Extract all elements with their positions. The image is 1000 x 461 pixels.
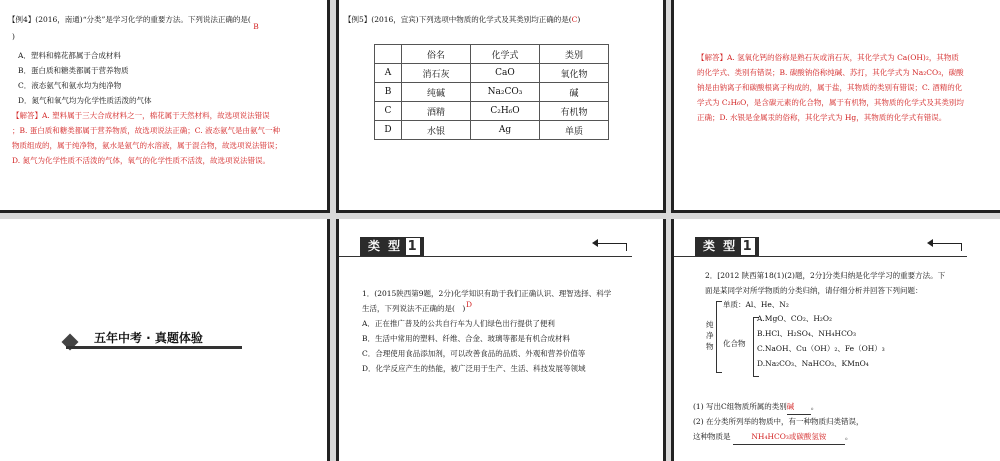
cell: 碱 <box>540 83 609 102</box>
question-text <box>344 12 580 27</box>
brace-outer <box>716 301 722 373</box>
q1-answer: 碱 <box>787 399 811 415</box>
substance-table <box>374 44 609 140</box>
cell: C₂H₆O <box>471 102 540 121</box>
slide-border <box>336 210 666 213</box>
option-c: C．合理使用食品添加剂，可以改善食品的品质、外观和营养价值等 <box>362 349 586 358</box>
analysis-text <box>697 50 993 125</box>
slide-analysis-5 <box>671 0 1000 213</box>
slide-border <box>671 219 674 461</box>
q1-end: 。 <box>810 402 819 411</box>
question-stem: 【例5】(2016，宜宾)下列选项中物质的化学式及其类别均正确的是( <box>344 15 572 24</box>
cell: 水银 <box>402 121 471 140</box>
cell: CaO <box>471 64 540 83</box>
type-number: 1 <box>407 239 419 254</box>
option-b: B．生活中常用的塑料、纤维、合金、玻璃等都是有机合成材料 <box>362 334 571 343</box>
analysis-line: 物质组成的，属于纯净物，氨水是氨气的水溶液，属于混合物，故选项说法错误； <box>12 141 282 150</box>
analysis-text <box>12 108 322 168</box>
option-b: B．蛋白质和糖类都属于营养物质 <box>18 66 129 75</box>
slide-example-5 <box>336 0 666 213</box>
slide-border <box>0 210 330 213</box>
header-cell <box>375 45 402 64</box>
cell: Na₂CO₃ <box>471 83 540 102</box>
cell: C <box>375 102 402 121</box>
q1-line <box>693 399 818 415</box>
group-a: A.MgO、CO₂、H₂O₂ <box>757 314 833 323</box>
q2-line <box>693 429 852 445</box>
back-arrow-icon[interactable] <box>596 243 627 251</box>
analysis-line: 【解答】A. 氢氧化钙的俗称是熟石灰或消石灰，其化学式为 Ca(OH)₂，其物质 <box>697 53 959 62</box>
slide-border <box>671 210 1000 213</box>
pure-char: 纯 <box>706 320 714 329</box>
header-cell: 化学式 <box>471 45 540 64</box>
question-line: 面是某同学对所学物质的分类归纳，请仔细分析并回答下列问题： <box>705 286 923 295</box>
back-arrow-icon[interactable] <box>931 243 962 251</box>
type-badge <box>360 237 424 256</box>
pure-label <box>706 319 714 352</box>
analysis-line: D. 氮气为化学性质不活泼的气体，氧气的化学性质不活泼，故选项说法错误。 <box>12 156 271 165</box>
group-b: B.HCl、H₂SO₄、NH₄HCO₃ <box>757 329 856 338</box>
element-list: 单质：Al、He、N₂ <box>723 300 789 309</box>
pure-char: 净 <box>706 331 714 340</box>
question-text <box>705 268 995 298</box>
slide-border <box>663 0 666 213</box>
q2-prompt: 这种物质是 <box>693 432 731 441</box>
options-list <box>18 48 152 108</box>
header-rule <box>336 256 632 257</box>
type-label: 类 型 <box>368 239 403 253</box>
question-line: 1．(2015陕西第9题，2分)化学知识有助于我们正确认识、理智选择、科学 <box>362 289 612 298</box>
table-row <box>375 102 609 121</box>
type-badge <box>695 237 759 256</box>
slide-example-4 <box>0 0 330 213</box>
cell: 有机物 <box>540 102 609 121</box>
type-number: 1 <box>742 239 754 254</box>
table-row <box>375 64 609 83</box>
slide-section-title <box>0 219 330 461</box>
cell: D <box>375 121 402 140</box>
question-text <box>8 12 318 31</box>
answer-mark: C <box>571 15 578 24</box>
slide-border <box>327 219 330 461</box>
q2-end: 。 <box>844 432 853 441</box>
group-c: C.NaOH、Cu（OH）₂、Fe（OH）₃ <box>757 344 885 353</box>
analysis-line: 【解答】A. 塑料属于三大合成材料之一，棉花属于天然材料，故选项说法错误 <box>12 111 270 120</box>
option-a: A．塑料和棉花都属于合成材料 <box>18 51 121 60</box>
analysis-line: 正确；D. 水银是金属汞的俗称，其化学式为 Hg，其物质的化学式有错误。 <box>697 113 947 122</box>
options-list <box>362 316 586 376</box>
question-text <box>362 286 662 316</box>
slide-border <box>327 0 330 213</box>
analysis-line: ；B. 蛋白质和糖类都属于营养物质，故选项说法正确；C. 液态氨气是由氨气一种 <box>12 126 281 135</box>
analysis-line: 钠是由钠离子和碳酸根离子构成的，属于盐，其物质的类别有错误；C. 酒精的化 <box>697 83 963 92</box>
header-cell: 类别 <box>540 45 609 64</box>
slide-border <box>671 0 674 213</box>
question-stem: 【例4】(2016，南通)“分类”是学习化学的重要方法。下列说法正确的是( <box>8 15 251 24</box>
section-title: 五年中考 · 真题体验 <box>94 331 203 345</box>
cell: 消石灰 <box>402 64 471 83</box>
option-a: A．正在推广普及的公共自行车为人们绿色出行提供了便利 <box>362 319 555 328</box>
q2-answer: NH₄HCO₃或碳酸氢铵 <box>733 429 845 445</box>
cell: 纯碱 <box>402 83 471 102</box>
q2-text: (2) 在分类所列举的物质中，有一种物质归类错误， <box>693 417 864 426</box>
question-line: 生活，下列说法不正确的是( ) <box>362 304 466 313</box>
cell: 酒精 <box>402 102 471 121</box>
option-c: C．液态氨气和氨水均为纯净物 <box>18 81 122 90</box>
slide-type1-q1 <box>336 219 666 461</box>
table-row <box>375 83 609 102</box>
cell: 氧化物 <box>540 64 609 83</box>
compound-groups <box>757 311 885 371</box>
cell: B <box>375 83 402 102</box>
compound-label: 化合物 <box>723 339 746 348</box>
table-header-row <box>375 45 609 64</box>
table-row <box>375 121 609 140</box>
answer-mark: B <box>253 22 259 31</box>
cell: Ag <box>471 121 540 140</box>
option-d: D．化学反应产生的热能，被广泛用于生产、生活、科技发展等领域 <box>362 364 586 373</box>
group-d: D.Na₂CO₃、NaHCO₃、KMnO₄ <box>757 359 869 368</box>
paren-close: ) <box>577 15 581 24</box>
slide-border <box>663 219 666 461</box>
slide-type1-q2 <box>671 219 1000 461</box>
question-line: 2．[2012 陕西第18(1)(2)题，2分]分类归纳是化学学习的重要方法。下 <box>705 271 946 280</box>
cell: 单质 <box>540 121 609 140</box>
header-cell: 俗名 <box>402 45 471 64</box>
analysis-line: 的化学式、类别有错误；B. 碳酸钠俗称纯碱、苏打，其化学式为 Na₂CO₃，碳酸 <box>697 68 964 77</box>
title-underline <box>66 346 242 349</box>
paren-close: ) <box>12 32 15 41</box>
option-d: D．氮气和氧气均为化学性质活泼的气体 <box>18 96 152 105</box>
type-label: 类 型 <box>703 239 738 253</box>
slide-border <box>336 0 339 213</box>
analysis-line: 学式为 C₂H₆O，是含碳元素的化合物，属于有机物，其物质的化学式及其类别均 <box>697 98 964 107</box>
header-rule <box>671 256 967 257</box>
answer-mark: D <box>466 300 473 309</box>
cell: A <box>375 64 402 83</box>
slide-border <box>336 219 339 461</box>
q1-text: (1) 写出C组物质所属的类别 <box>693 402 787 411</box>
pure-char: 物 <box>706 342 714 351</box>
